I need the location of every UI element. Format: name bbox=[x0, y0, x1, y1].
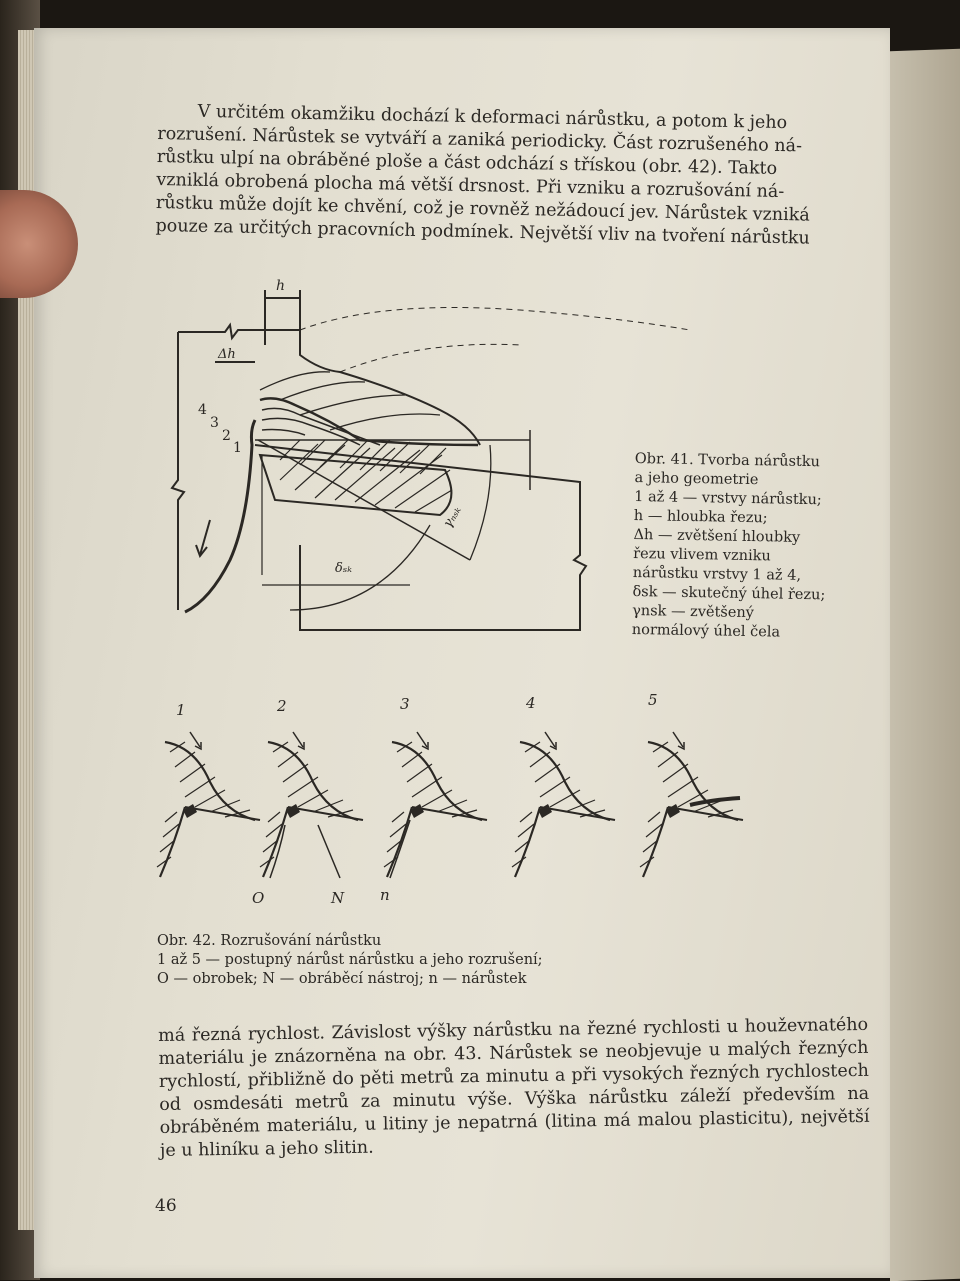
paragraph-bottom bbox=[158, 1014, 870, 1163]
paragraph-top-line: pouze za určitých pracovních podmínek. Největší vliv na tvoření nárůstku bbox=[155, 215, 810, 249]
paragraph-top-line: růstku ulpí na obráběné ploše a část odchází s třískou (obr. 42). Takto bbox=[156, 146, 778, 179]
caption-line: 1 až 4 — vrstvy nárůstku; bbox=[634, 488, 822, 509]
label-layer-3: 3 bbox=[210, 415, 219, 431]
label-delta-h: Δh bbox=[218, 347, 236, 362]
label-N: N bbox=[331, 889, 345, 907]
stage-label-2: 2 bbox=[277, 697, 287, 715]
paragraph-top-line: rozrušení. Nárůstek se vytváří a zaniká periodicky. Část rozrušeného ná- bbox=[157, 123, 803, 157]
caption-line: h — hloubka řezu; bbox=[633, 507, 768, 527]
label-n: n bbox=[380, 886, 390, 904]
stage-label-4: 4 bbox=[526, 694, 536, 712]
caption-line: Obr. 41. Tvorba nárůstku bbox=[634, 450, 821, 471]
page-number: 46 bbox=[155, 1196, 177, 1216]
label-O: O bbox=[252, 889, 265, 907]
paragraph-bottom-text: má řezná rychlost. Závislost výšky nárůstku na řezné rychlosti u houževnatého materiálu je znázorněna na obr. 43. Nárůstek se neobjevuje u malých řezných rychlostí, přibližně do pěti metrů za minutu a při vysokých řezných rychlostech od osmdesáti metrů za minutu výše. Výška nárůstku záleží především na obráběném materiálu, u litiny je nepatrná (litina má malou plasticitu), největší je u hliníku a jeho slitin. bbox=[158, 1014, 870, 1161]
caption-line: a jeho geometrie bbox=[634, 469, 759, 489]
label-h: h bbox=[276, 278, 286, 294]
label-layer-1: 1 bbox=[233, 440, 242, 456]
label-layer-4: 4 bbox=[198, 402, 207, 418]
label-delta: δₛₖ bbox=[335, 561, 352, 576]
caption-line: 1 až 5 — postupný nárůst nárůstku a jeho rozrušení; bbox=[157, 952, 543, 968]
stage-label-3: 3 bbox=[400, 695, 410, 713]
paragraph-top-line: vzniklá obrobená plocha má větší drsnost. Při vzniku a rozrušování ná- bbox=[156, 169, 785, 203]
caption-line: nárůstku vrstvy 1 až 4, bbox=[632, 564, 802, 584]
caption-line: Obr. 42. Rozrušování nárůstku bbox=[157, 933, 382, 949]
paragraph-top-line: V určitém okamžiku dochází k deformaci nárůstku, a potom k jeho bbox=[197, 101, 788, 134]
label-gamma: γₙₛₖ bbox=[440, 503, 465, 531]
caption-line: řezu vlivem vzniku bbox=[633, 545, 771, 565]
caption-line: δsk — skutečný úhel řezu; bbox=[632, 583, 826, 604]
figure-42-caption bbox=[157, 932, 617, 989]
caption-line: γnsk — zvětšený bbox=[632, 602, 755, 622]
stage-label-5: 5 bbox=[648, 691, 658, 709]
paragraph-top-line: růstku může dojít ke chvění, což je rovněž nežádoucí jev. Nárůstek vzniká bbox=[155, 192, 810, 226]
stage-label-1: 1 bbox=[176, 701, 186, 719]
label-layer-2: 2 bbox=[222, 428, 231, 444]
caption-line: Δh — zvětšení hloubky bbox=[633, 526, 801, 546]
caption-line: O — obrobek; N — obráběcí nástroj; n — nárůstek bbox=[157, 971, 527, 987]
caption-line: normálový úhel čela bbox=[631, 621, 781, 641]
